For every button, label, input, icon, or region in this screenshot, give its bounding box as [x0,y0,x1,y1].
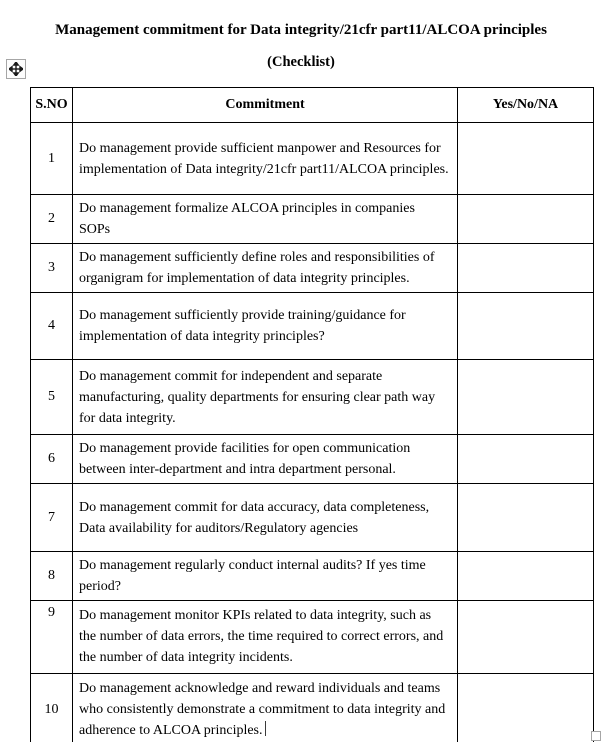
sno-cell[interactable]: 9 [31,601,73,674]
table-row [31,293,594,360]
table-row [31,360,594,435]
table-row [31,435,594,484]
commitment-text: Do management formalize ALCOA principles in companies SOPs [79,201,415,237]
sno-cell[interactable]: 5 [31,360,73,435]
commitment-cell[interactable] [73,293,458,360]
table-row [31,244,594,293]
table-row [31,674,594,742]
sno-cell[interactable]: 10 [31,674,73,742]
sno-cell[interactable]: 3 [31,244,73,293]
table-row [31,123,594,195]
commitment-cell[interactable] [73,195,458,244]
answer-cell[interactable] [458,484,594,552]
commitment-text: Do management acknowledge and reward individuals and teams who consistently demonstrate a commitment to data integrity and adherence to ALCOA principles. [79,681,446,738]
four-way-move-arrow-icon [9,62,23,76]
commitment-text: Do management sufficiently provide training/guidance for implementation of data integrity principles? [79,308,406,344]
table-resize-handle[interactable] [591,731,601,741]
table-header-row [31,88,594,123]
sno-cell[interactable]: 7 [31,484,73,552]
commitment-cell[interactable] [73,360,458,435]
answer-cell[interactable] [458,244,594,293]
table-move-handle[interactable] [6,59,26,79]
commitment-cell[interactable] [73,552,458,601]
table-row [31,484,594,552]
sno-cell[interactable]: 2 [31,195,73,244]
commitment-cell[interactable] [73,123,458,195]
commitment-cell[interactable] [73,484,458,552]
commitment-text: Do management commit for independent and separate manufacturing, quality departments for ensuring clear path way for data integrity. [79,368,436,426]
commitment-text: Do management monitor KPIs related to data integrity, such as the number of data errors, the time required to correct errors, and the number of data integrity incidents. [79,608,444,665]
sno-cell[interactable]: 4 [31,293,73,360]
document-subtitle: (Checklist) [267,54,335,70]
commitment-cell[interactable] [73,244,458,293]
commitment-cell[interactable] [73,435,458,484]
answer-cell[interactable] [458,293,594,360]
answer-cell[interactable] [458,674,594,742]
header-commitment: Commitment [73,88,458,123]
commitment-cell[interactable] [73,601,458,674]
commitment-text: Do management sufficiently define roles and responsibilities of organigram for implementation of data integrity principles. [79,250,435,286]
answer-cell[interactable] [458,552,594,601]
checklist-table [30,87,594,742]
commitment-cell[interactable] [73,674,458,742]
commitment-text: Do management provide facilities for open communication between inter-department and intra department personal. [79,441,411,477]
answer-cell[interactable] [458,435,594,484]
sno-cell[interactable]: 8 [31,552,73,601]
commitment-text: Do management commit for data accuracy, data completeness, Data availability for auditors/Regulatory agencies [79,499,430,536]
table-row [31,195,594,244]
text-cursor-caret [265,721,266,736]
answer-cell[interactable] [458,195,594,244]
sno-cell[interactable]: 6 [31,435,73,484]
commitment-text: Do management regularly conduct internal audits? If yes time period? [79,558,426,594]
answer-cell[interactable] [458,360,594,435]
header-sno: S.NO [31,88,73,123]
header-answer: Yes/No/NA [458,88,594,123]
document-title: Management commitment for Data integrity/21cfr part11/ALCOA principles [55,22,547,38]
table-row [31,552,594,601]
commitment-text: Do management provide sufficient manpower and Resources for implementation of Data integrity/21cfr part11/ALCOA principles. [79,140,449,177]
table-row [31,601,594,674]
answer-cell[interactable] [458,601,594,674]
sno-cell[interactable]: 1 [31,123,73,195]
answer-cell[interactable] [458,123,594,195]
